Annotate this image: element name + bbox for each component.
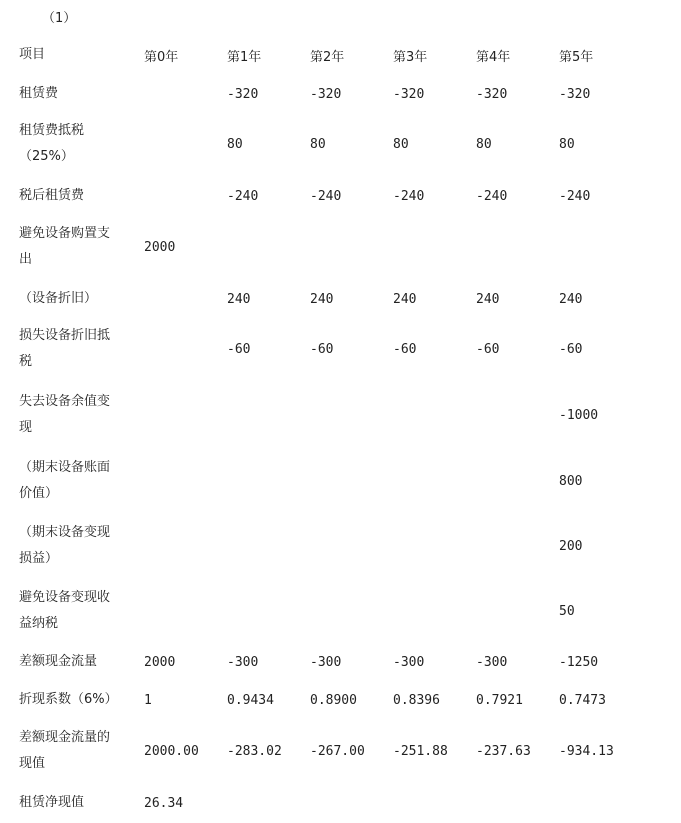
value-cell-year-1: 0.9434	[227, 692, 274, 708]
row-label-line: 价值）	[19, 486, 59, 501]
value-cell-year-3: 0.8396	[393, 692, 440, 708]
table-row	[0, 689, 681, 711]
value-cell-year-2: 0.8900	[310, 692, 357, 708]
value-cell-year-0: 1	[144, 692, 152, 708]
value-cell-year-1: 80	[227, 136, 243, 152]
value-cell-year-5: -320	[559, 86, 591, 102]
row-label	[19, 725, 139, 777]
row-label	[19, 792, 139, 814]
row-label-line: 租赁净现值	[19, 795, 85, 810]
row-label-line: 益纳税	[19, 616, 59, 631]
row-label	[19, 455, 139, 507]
value-cell-year-5: -60	[559, 341, 583, 357]
row-label	[19, 185, 139, 207]
row-label-line: 避免设备购置支	[19, 226, 111, 241]
header-year-1: 第1年	[227, 49, 262, 65]
value-cell-year-4: -60	[476, 341, 500, 357]
section-heading: （1）	[42, 11, 77, 26]
value-cell-year-2: 80	[310, 136, 326, 152]
table-row	[0, 455, 681, 507]
row-label	[19, 520, 139, 572]
value-cell-year-0: 2000	[144, 654, 176, 670]
row-label-line: 租赁费	[19, 86, 59, 101]
value-cell-year-1: 240	[227, 291, 251, 307]
row-label-line: 税后租赁费	[19, 188, 85, 203]
value-cell-year-4: -237.63	[476, 743, 531, 759]
value-cell-year-1: -300	[227, 654, 259, 670]
row-label-line: 折现系数（6%）	[19, 692, 118, 707]
row-label	[19, 389, 139, 441]
table-row	[0, 585, 681, 637]
row-label-line: 避免设备变现收	[19, 590, 111, 605]
table-row	[0, 185, 681, 207]
value-cell-year-3: -300	[393, 654, 425, 670]
value-cell-year-2: -320	[310, 86, 342, 102]
value-cell-year-3: -240	[393, 188, 425, 204]
value-cell-year-3: 240	[393, 291, 417, 307]
table-row	[0, 118, 681, 170]
table-header-row	[0, 44, 681, 66]
value-cell-year-3: 80	[393, 136, 409, 152]
row-label-line: （设备折旧）	[19, 291, 98, 306]
value-cell-year-5: 0.7473	[559, 692, 606, 708]
row-label-line: 出	[19, 252, 33, 267]
value-cell-year-5: -240	[559, 188, 591, 204]
table-row	[0, 288, 681, 310]
header-year-5: 第5年	[559, 49, 594, 65]
row-label	[19, 221, 139, 273]
value-cell-year-3: -320	[393, 86, 425, 102]
value-cell-year-4: 80	[476, 136, 492, 152]
value-cell-year-2: -300	[310, 654, 342, 670]
value-cell-year-5: 240	[559, 291, 583, 307]
row-label-line: 差额现金流量的	[19, 730, 111, 745]
header-year-0: 第0年	[144, 49, 179, 65]
value-cell-year-2: -267.00	[310, 743, 365, 759]
table-row	[0, 83, 681, 105]
table-row	[0, 520, 681, 572]
value-cell-year-0: 26.34	[144, 795, 184, 811]
row-label-line: 损失设备折旧抵	[19, 328, 111, 343]
value-cell-year-0: 2000.00	[144, 743, 199, 759]
row-label	[19, 585, 139, 637]
row-label-line: 损益）	[19, 551, 59, 566]
row-label	[19, 689, 139, 711]
header-year-4: 第4年	[476, 49, 511, 65]
row-label	[19, 83, 139, 105]
row-label-line: 租赁费抵税	[19, 123, 85, 138]
value-cell-year-1: -240	[227, 188, 259, 204]
value-cell-year-5: 200	[559, 538, 583, 554]
value-cell-year-1: -320	[227, 86, 259, 102]
value-cell-year-2: -240	[310, 188, 342, 204]
value-cell-year-5: -1000	[559, 407, 599, 423]
value-cell-year-4: -300	[476, 654, 508, 670]
value-cell-year-4: 240	[476, 291, 500, 307]
value-cell-year-4: -240	[476, 188, 508, 204]
header-label: 项目	[19, 47, 46, 62]
value-cell-year-0: 2000	[144, 239, 176, 255]
value-cell-year-1: -283.02	[227, 743, 282, 759]
row-label	[19, 323, 139, 375]
value-cell-year-5: -934.13	[559, 743, 614, 759]
value-cell-year-2: -60	[310, 341, 334, 357]
header-year-2: 第2年	[310, 49, 345, 65]
value-cell-year-4: 0.7921	[476, 692, 523, 708]
table-row	[0, 651, 681, 673]
value-cell-year-3: -251.88	[393, 743, 448, 759]
table-row	[0, 792, 681, 814]
value-cell-year-3: -60	[393, 341, 417, 357]
value-cell-year-5: -1250	[559, 654, 599, 670]
value-cell-year-4: -320	[476, 86, 508, 102]
value-cell-year-1: -60	[227, 341, 251, 357]
table-row	[0, 389, 681, 441]
row-label-line: 差额现金流量	[19, 654, 98, 669]
value-cell-year-2: 240	[310, 291, 334, 307]
header-year-3: 第3年	[393, 49, 428, 65]
row-label	[19, 288, 139, 310]
table-row	[0, 323, 681, 375]
row-label	[19, 118, 139, 170]
row-label-line: （期末设备变现	[19, 525, 111, 540]
row-label	[19, 651, 139, 673]
row-label-line: 现	[19, 420, 33, 435]
table-row	[0, 221, 681, 273]
value-cell-year-5: 80	[559, 136, 575, 152]
row-label-line: 失去设备余值变	[19, 394, 111, 409]
value-cell-year-5: 50	[559, 603, 575, 619]
row-label-line: 税	[19, 354, 33, 369]
row-label-line: 现值	[19, 756, 46, 771]
table-row	[0, 725, 681, 777]
row-label-line: （期末设备账面	[19, 460, 111, 475]
value-cell-year-5: 800	[559, 473, 583, 489]
row-label-line: （25%）	[19, 149, 74, 164]
